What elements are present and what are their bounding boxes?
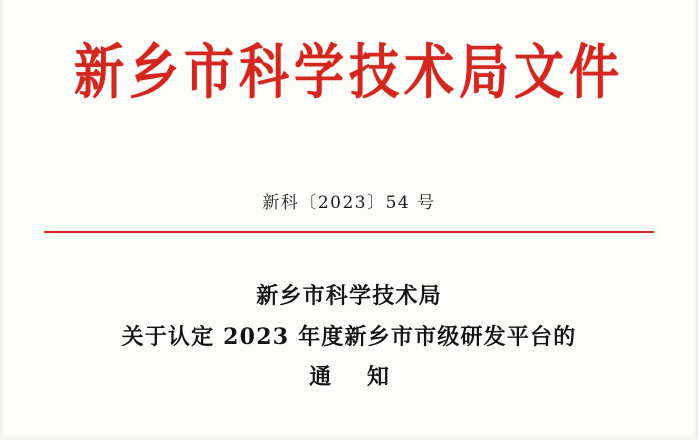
title-line-subject: 关于认定 2023 年度新乡市市级研发平台的 <box>121 323 577 350</box>
red-separator-rule <box>44 231 654 233</box>
title-block <box>0 276 698 398</box>
scan-edge-bottom <box>0 434 698 440</box>
document-number: 新科〔2023〕54 号 <box>262 193 436 213</box>
masthead <box>0 36 698 107</box>
masthead-title: 新乡市科学技术局文件 <box>74 37 624 107</box>
title-line-notice: 通 知 <box>309 364 403 391</box>
title-line-issuer: 新乡市科学技术局 <box>256 283 442 309</box>
